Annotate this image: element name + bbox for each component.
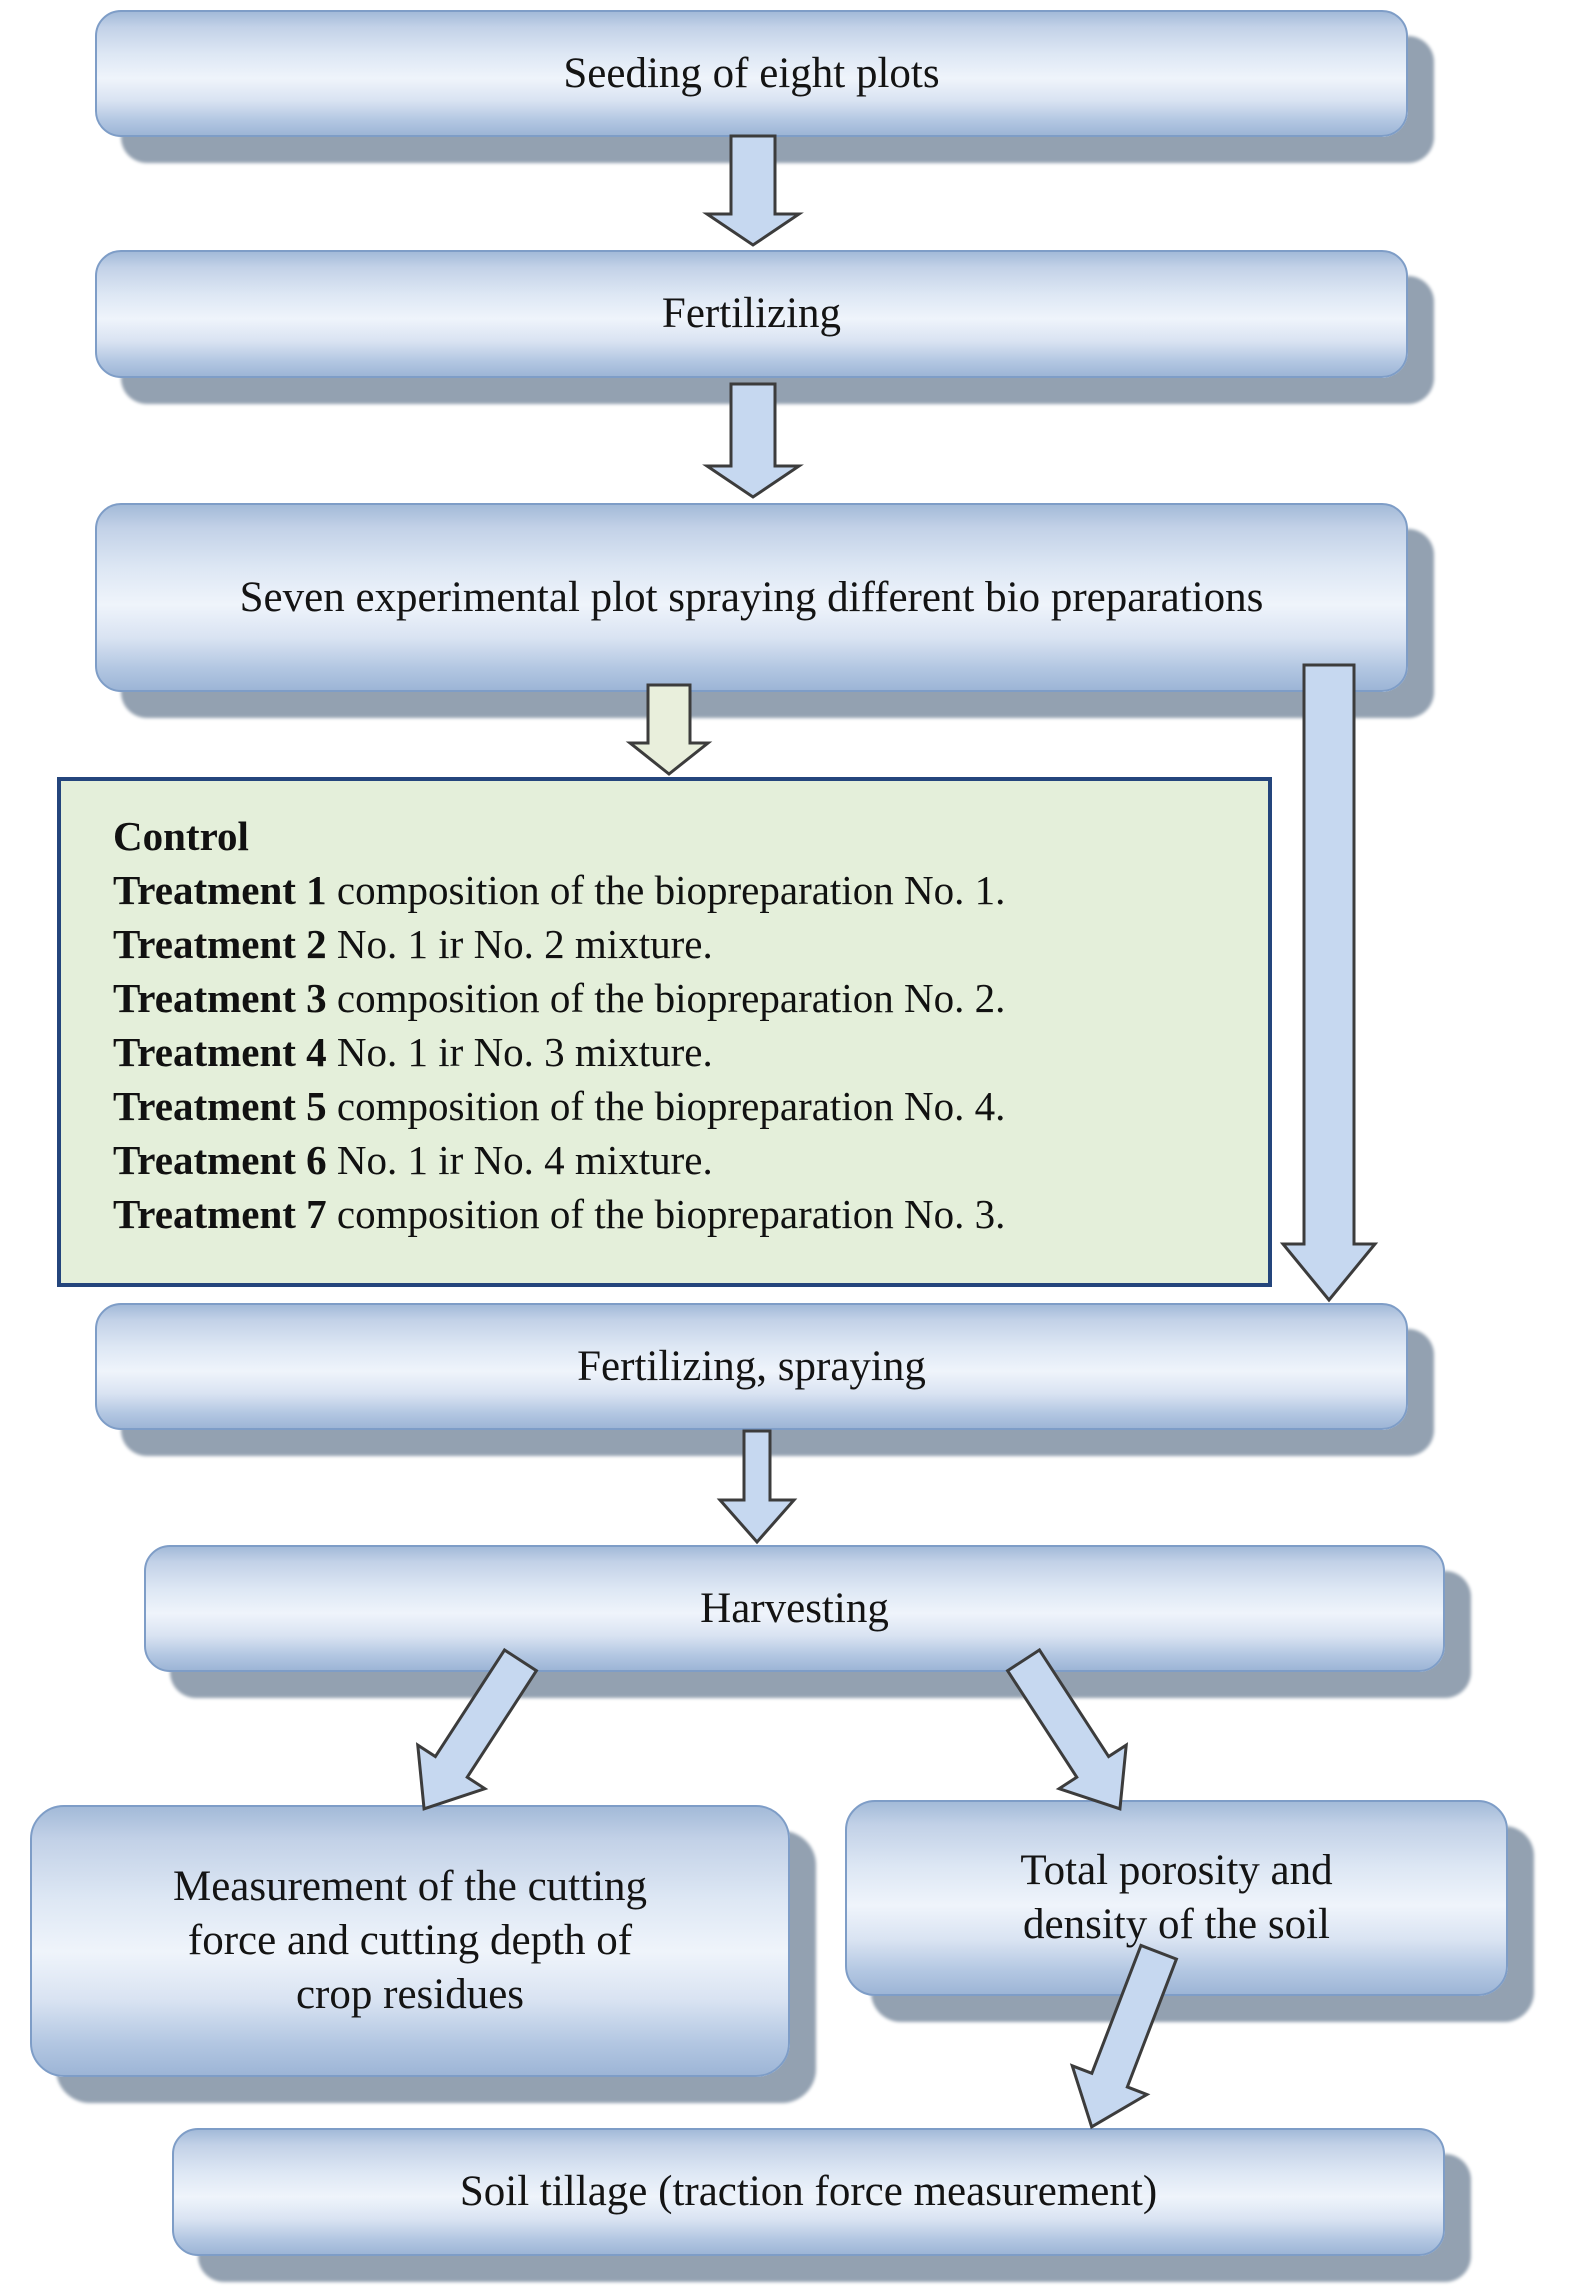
- treatment-line-6: [113, 1133, 1228, 1187]
- treatment-rest: composition of the biopreparation No. 2.: [326, 975, 1006, 1021]
- treatment-rest: No. 1 ir No. 3 mixture.: [326, 1029, 713, 1075]
- node-porosity-label: Total porosity and density of the soil: [1020, 1847, 1333, 1948]
- arrow-fertilizing-spraying-to-harvesting-icon: [712, 1430, 802, 1544]
- node-soil-tillage-label: Soil tillage (traction force measurement): [459, 2168, 1158, 2216]
- arrow-spraying-to-treatments-icon: [628, 684, 710, 776]
- arrow-spraying-to-fertilizing-spraying-icon: [1283, 664, 1375, 1302]
- arrow-shape: [707, 136, 799, 245]
- treatment-bold: Treatment 3: [113, 975, 327, 1021]
- treatment-rest: No. 1 ir No. 2 mixture.: [326, 921, 713, 967]
- node-soil-tillage: [172, 2128, 1445, 2256]
- node-spraying: [95, 503, 1408, 692]
- treatment-rest: composition of the biopreparation No. 1.: [326, 867, 1006, 913]
- arrow-shape: [1283, 665, 1375, 1300]
- treatment-bold: Treatment 4: [113, 1029, 327, 1075]
- treatment-bold: Treatment 1: [113, 867, 327, 913]
- treatment-bold: Treatment 6: [113, 1137, 327, 1183]
- arrow-shape: [630, 685, 708, 774]
- arrow-shape: [707, 384, 799, 497]
- node-fertilizing-spraying: [95, 1303, 1408, 1430]
- arrow-fertilizing-to-spraying-icon: [693, 382, 813, 500]
- treatment-rest: composition of the biopreparation No. 4.: [326, 1083, 1006, 1129]
- treatment-line-1: [113, 863, 1228, 917]
- node-cutting-force: [30, 1805, 790, 2077]
- node-harvesting: [144, 1545, 1445, 1672]
- treatment-bold: Treatment 5: [113, 1083, 327, 1129]
- treatment-line-7: [113, 1187, 1228, 1241]
- treatments-panel: [57, 777, 1272, 1287]
- treatment-rest: composition of the biopreparation No. 3.: [326, 1191, 1006, 1237]
- treatment-bold: Treatment 7: [113, 1191, 327, 1237]
- treatment-bold: Control: [113, 813, 249, 859]
- treatment-bold: Treatment 2: [113, 921, 327, 967]
- treatment-rest: No. 1 ir No. 4 mixture.: [326, 1137, 713, 1183]
- arrow-seeding-to-fertilizing-icon: [693, 134, 813, 248]
- node-seeding: [95, 10, 1408, 137]
- treatment-line-3: [113, 971, 1228, 1025]
- treatment-line-5: [113, 1079, 1228, 1133]
- node-fertilizing-label: Fertilizing: [661, 290, 842, 338]
- treatment-line-control: [113, 809, 1228, 863]
- treatment-line-4: [113, 1025, 1228, 1079]
- treatment-line-2: [113, 917, 1228, 971]
- arrow-shape: [720, 1431, 794, 1542]
- node-fertilizing: [95, 250, 1408, 378]
- node-harvesting-label: Harvesting: [700, 1584, 889, 1632]
- node-cutting-force-label: Measurement of the cutting force and cutting depth of crop residues: [172, 1863, 648, 2018]
- node-spraying-label: Seven experimental plot spraying different bio preparations: [239, 573, 1264, 621]
- node-fertilizing-spraying-label: Fertilizing, spraying: [577, 1342, 926, 1390]
- node-seeding-label: Seeding of eight plots: [563, 49, 940, 97]
